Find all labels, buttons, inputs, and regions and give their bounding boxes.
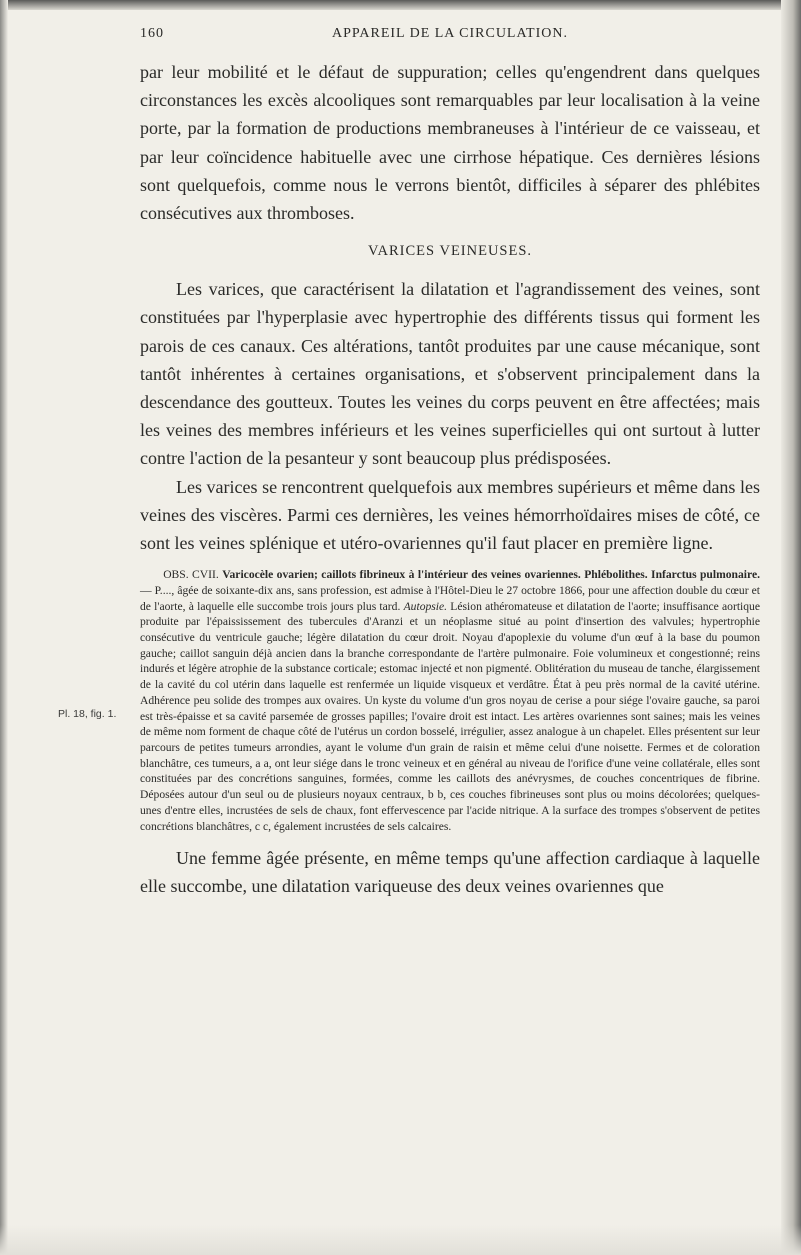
paragraph-phlebites: par leur mobilité et le défaut de suppuration; celles qu'engendrent dans quelques circonstances les excès alcooliques sont remarquables par leur localisation à la veine porte, par la formation de productions membraneuses à l'intérieur de ce vaisseau, et par leur coïncidence habituelle avec une cirrhose hépatique. Ces dernières lésions sont quelquefois, comme nous le verrons bientôt, difficiles à séparer des phlébites consécutives aux thromboses. (140, 62, 760, 224)
page-bottom-shadow (0, 1225, 801, 1255)
page-edge-shadow (0, 0, 801, 10)
autopsy-findings: Lésion athéromateuse et dilatation de l'aorte; insuffisance aortique produite par l'épaississement des tubercules d'Aranzi et un néoplasme situé au point d'insertion des valvules; hypertrophie consécutive du ventricule gauche; légère dilatation du cœur droit. Noyau d'apoplexie du volume d'un œuf à la base du poumon gauche; caillot sanguin déjà ancien dans la branche correspondante de l'artère pulmonaire. Foie volumineux et congestionné; reins indurés et légère atrophie de la substance corticale; estomac injecté et non pigmenté. Oblitération du museau de tanche, élargissement de la cavité du col utérin dans laquelle est renfermée un liquide visqueux et verdâtre. État à peu près normal de la cavité utérine. Adhérence peu solide des trompes aux ovaires. Un kyste du volume d'un gros noyau de cerise a pour siége l'ovaire gauche, sa paroi est très-épaisse et sa cavité parsemée de grosses papilles; l'ovaire droit est intact. Les artères ovariennes sont saines; mais les veines de même nom forment de chaque côté de l'utérus un cordon bosselé, irrégulier, assez analogue à un chapelet. Elles présentent sur leur parcours de petites tumeurs arrondies, ayant le volume d'un grain de raisin et même celui d'une noisette. Fermes et de coloration blanchâtre, ces tumeurs, a a, ont leur siége dans le tronc veineux et en général au niveau de l'orifice d'une veine collatérale, elles sont constituées par des concrétions sanguines, formées, comme les caillots des anévrysmes, de couches concentriques de fibrine. Déposées autour d'un seul ou de plusieurs noyaux centraux, b b, ces couches fibrineuses sont plus ou moins décolorées; quelques-unes d'entre elles, incrustées de sels de chaux, font effervescence par l'acide nitrique. A la surface des trompes s'observent de petites concrétions blanchâtres, c c, également incrustées de sels calcaires. (140, 599, 760, 833)
paragraph-varices-definition: Les varices, que caractérisent la dilatation et l'agrandissement des veines, sont constituées par l'hyperplasie avec hypertrophie des différents tissus qui forment les parois de ces canaux. Ces altérations, tantôt produites par une cause mécanique, sont tantôt inhérentes à certaines organisations, et s'observent principalement dans la descendance des goutteux. Toutes les veines du corps peuvent en être affectées; mais les veines des membres inférieurs et les veines superficielles qui ont surtout à lutter contre l'action de la pesanteur y sont beaucoup plus prédisposées. (140, 279, 760, 469)
observation-title: Varicocèle ovarien; caillots fibrineux à l'intérieur des veines ovariennes. Phlébolithes. Infarctus pulmonaire. (222, 568, 761, 582)
paragraph-varices-visceres: Les varices se rencontrent quelquefois aux membres supérieurs et même dans les veines des viscères. Parmi ces dernières, les veines hémorrhoïdaires mises de côté, ce sont les veines splénique et utéro-ovariennes qu'il faut placer en première ligne. (140, 476, 760, 554)
body-text (140, 58, 760, 901)
running-header (140, 26, 760, 48)
page-gutter-shadow (0, 0, 8, 1255)
paragraph-femme-agee: Une femme âgée présente, en même temps qu'une affection cardiaque à laquelle elle succombe, une dilatation variqueuse des deux veines ovariennes que (140, 848, 760, 897)
observation-number: OBS. CVII. (163, 568, 219, 582)
page-edge-right (781, 0, 801, 1255)
page-number: 160 (140, 26, 164, 41)
section-heading: VARICES VEINEUSES. (367, 243, 533, 260)
observation-cvii (140, 567, 760, 834)
plate-reference-note: Pl. 18, fig. 1. (58, 708, 117, 720)
autopsy-label: Autopsie. (403, 599, 448, 613)
observation-intro: — P...., âgée de soixante-dix ans, sans profession, est admise à l'Hôtel-Dieu le 27 octobre 1866, pour une affection double du cœur et de l'aorte, à laquelle elle succombe trois jours plus tard. (140, 583, 760, 613)
running-title: APPAREIL DE LA CIRCULATION. (332, 26, 568, 41)
